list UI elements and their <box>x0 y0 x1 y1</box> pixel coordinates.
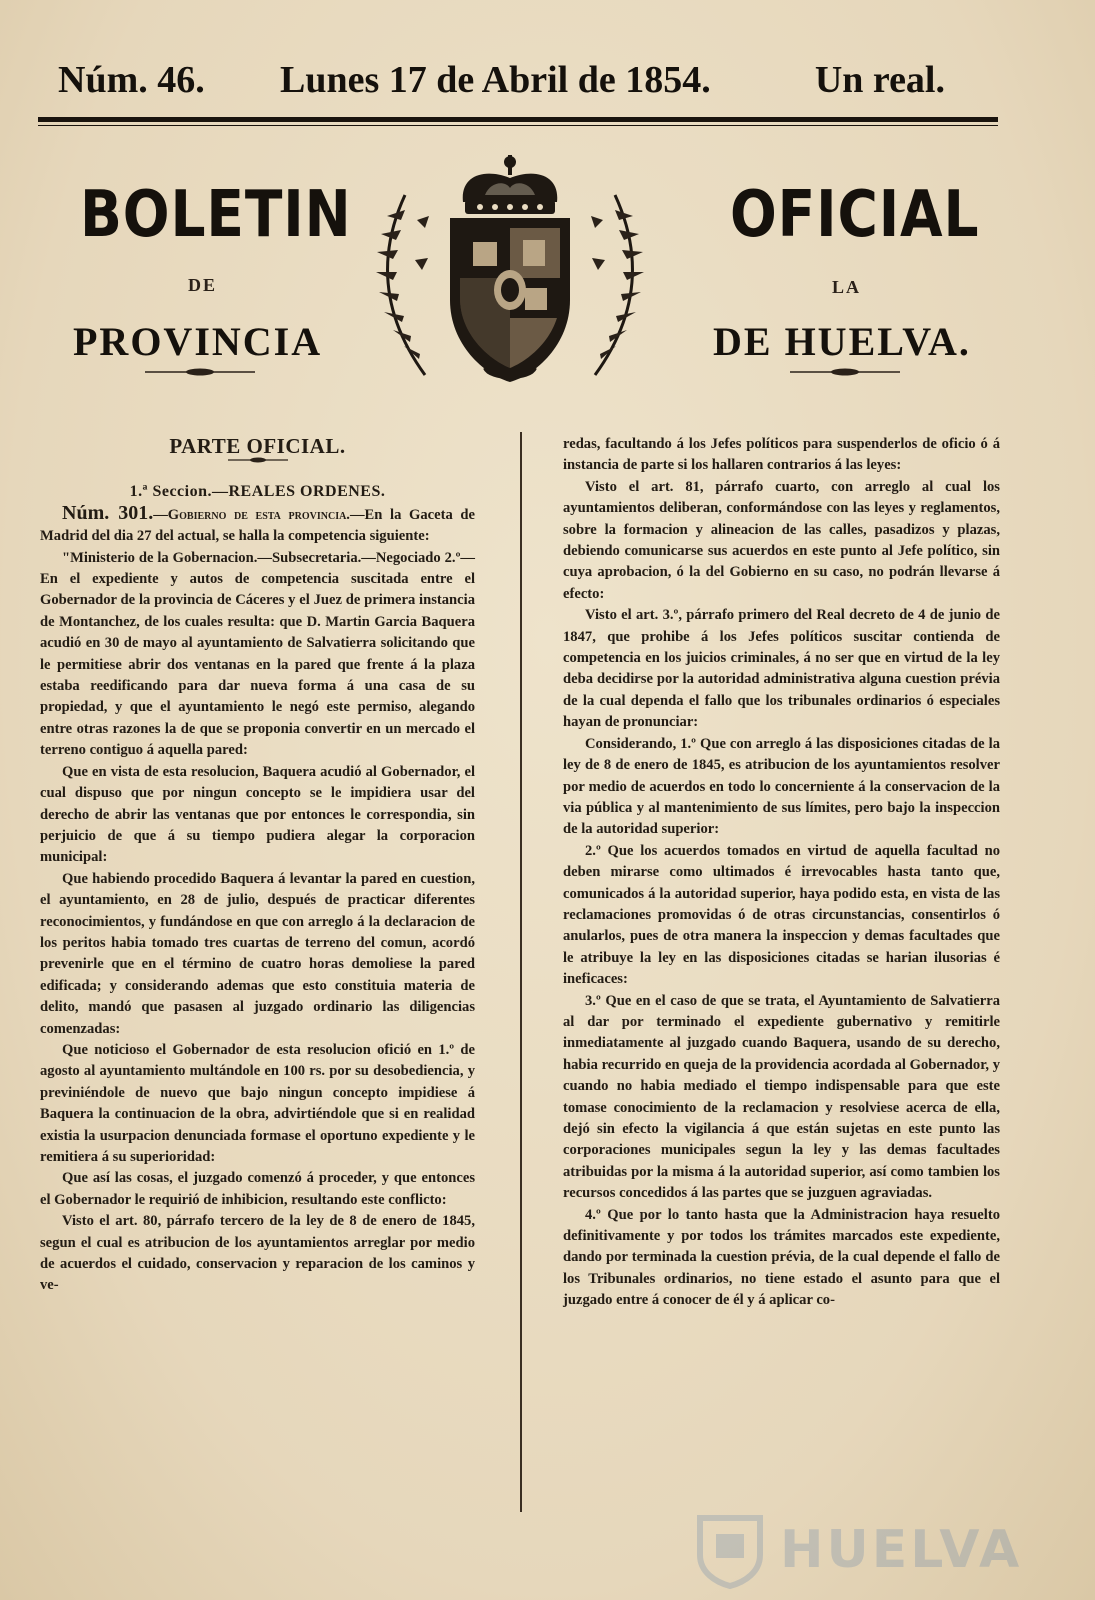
column-divider <box>520 432 522 1512</box>
section-heading: PARTE OFICIAL. <box>169 434 346 458</box>
title-ornament-left-icon <box>145 367 255 377</box>
masthead-rule-thick <box>38 117 998 122</box>
decree-heading <box>40 503 475 548</box>
watermark-emblem-icon <box>690 1510 770 1590</box>
left-paragraph: Que habiendo procedido Baquera á levantar la pared en cuestion, el ayuntamiento, en 28 de julio, después de practicar diferentes reconocimientos, y fundándose en que con arreglo á la declaracion de los peritos habia tomado tres cuartas de terreno del comun, acordó prevenirle que en el término de cuatro horas demoliese la pared edificada; y considerando ademas que esto constituia materia de delito, mandó que pasasen al juzgado ordinario las diligencias comenzadas: <box>40 870 475 1037</box>
title-la: LA <box>832 277 862 297</box>
left-paragraph: Que en vista de esta resolucion, Baquera acudió al Gobernador, el cual dispuso que por ningun concepto se le impidiera usar del derecho de abrir las ventanas que por entonces le correspondia, sin perjuicio de que á su tiempo pudiera alegar la corporacion municipal: <box>40 763 475 866</box>
title-oficial: OFICIAL <box>730 178 980 252</box>
issue-number: Núm. 46. <box>58 59 205 101</box>
masthead-rule-thin <box>38 125 998 126</box>
right-paragraph: 3.º Que en el caso de que se trata, el Ayuntamiento de Salvatierra al dar por terminado el expediente gubernativo y remitirle inmediatamente al juzgado cuando Baquera, usando de su derecho, habia recurrido en queja de la providencia acordada al Gobernador, y cuando no habia mediado el tiempo indispensable para que este tomase conocimiento de la reclamacion y resolviese acerca de ella, dejó sin efecto la vigilancia á que están sujetas en este punto las corporaciones municipales segun la ley y las demas facultades atribuidas por la misma á la autoridad superior, así como tambien los recursos concedidos á las partes que se juzguen agraviadas. <box>563 992 1000 1202</box>
left-column <box>40 436 475 1297</box>
section-ornament-icon <box>228 457 288 463</box>
title-provincia: PROVINCIA <box>73 319 323 364</box>
issue-date: Lunes 17 de Abril de 1854. <box>280 59 711 101</box>
left-paragraph: "Ministerio de la Gobernacion.—Subsecretaria.—Negociado 2.º—En el expediente y autos de competencia suscitada entre el Gobernador de la provincia de Cáceres y el Juez de primera instancia de Montanchez, de los cuales resulta: que D. Martin Garcia Baquera acudió en 30 de mayo al ayuntamiento de Salvatierra solicitando que le permitiese abrir dos ventanas en la pared que frente á la plaza estaba reedificando para dar nueva forma á una casa de su propiedad, y que el ayuntamiento le negó este permiso, alegando entre otras razones la de que se proponia convertir en un mercado el terreno contiguo á aquella pared: <box>40 549 475 759</box>
right-column <box>563 434 1000 1312</box>
right-paragraph: Considerando, 1.º Que con arreglo á las disposiciones citadas de la ley de 8 de enero de 1845, es atribucion de los ayuntamientos resolver por medio de acuerdos en todo lo concerniente á la conservacion de la via pública y al mantenimiento de sus límites, pero bajo la inspeccion de la autoridad superior: <box>563 735 1000 838</box>
archive-watermark <box>690 1510 1023 1590</box>
section-subheading: 1.ª Seccion.—REALES ORDENES. <box>129 483 386 501</box>
left-paragraph: Que así las cosas, el juzgado comenzó á proceder, y que entonces el Gobernador le requirió de inhibicion, resultando este conflicto: <box>40 1170 475 1208</box>
issue-price: Un real. <box>814 59 945 101</box>
decree-issuer: —Gobierno de esta provincia. <box>153 506 350 523</box>
right-paragraph: redas, facultando á los Jefes políticos para suspenderlos de oficio ó á instancia de parte si los hallaren contrarios á las leyes: <box>563 436 1000 474</box>
left-paragraph: Que noticioso el Gobernador de esta resolucion ofició en 1.º de agosto al ayuntamiento multándole en 100 rs. por su desobediencia, y previniéndole de nuevo que bajo ningun concepto impidiese á Baquera la continuacion de la obra, advirtiéndole que si en realidad existia la usurpacion denunciada formase el oportuno expediente y le remitiera á su superioridad: <box>40 1041 475 1165</box>
right-paragraph: 4.º Que por lo tanto hasta que la Administracion haya resuelto definitivamente y por todos los trámites marcados este expediente, dando por terminada la cuestion prévia, de la cual depende el fallo de los Tribunales ordinarios, no tiene estado el asunto para que el juzgado entre á conocer de él y á aplicar co- <box>563 1206 1000 1309</box>
watermark-text: HUELVA <box>780 1520 1023 1580</box>
decree-intro: —En la Gaceta de Madrid del dia 27 del actual, se halla la competencia siguiente: <box>40 506 475 545</box>
right-paragraph: 2.º Que los acuerdos tomados en virtud de aquella facultad no deben mirarse como ultimados é irrevocables hasta tanto que, comunicados á la autoridad superior, haya podido esta, en vista de las reclamaciones promovidas ó de otras circunstancias, consentirlos ó anularlos, pues de otra manera la inspeccion y demas facultades que le atribuye la ley en las disposiciones citadas se harian ilusorias é ineficaces: <box>563 842 1000 988</box>
decree-number: Núm. 301. <box>62 501 154 524</box>
title-boletin: BOLETIN <box>80 178 352 252</box>
title-de-huelva: DE HUELVA. <box>713 319 971 364</box>
right-paragraph: Visto el art. 81, párrafo cuarto, con arreglo al cual los ayuntamientos deliberan, conformándose con las leyes y reglamentos, sobre la formacion y alineacion de las calles, pasadizos y plazas, debiendo comunicarse sus acuerdos en este punto al Jefe político, sin cuya aprobacion, ó la del Gobierno en su caso, no podrán llevarse á efecto: <box>563 478 1000 602</box>
title-de: DE <box>188 275 218 295</box>
left-paragraph: Visto el art. 80, párrafo tercero de la ley de 8 de enero de 1845, segun el cual es atribucion de los ayuntamientos arreglar por medio de acuerdos el cuidado, conservacion y reparacion de los caminos y ve- <box>40 1213 475 1294</box>
royal-coat-of-arms-icon <box>365 150 655 400</box>
masthead <box>40 58 995 108</box>
right-paragraph: Visto el art. 3.º, párrafo primero del Real decreto de 4 de junio de 1847, que prohibe á los Jefes políticos suscitar contienda de competencia en los juicios criminales, á no ser que en virtud de la ley deba decidirse por la autoridad administrativa alguna cuestion prévia de la cual dependa el fallo que los tribunales ordinarios ó especiales hayan de pronunciar: <box>563 607 1000 731</box>
title-ornament-right-icon <box>790 367 900 377</box>
